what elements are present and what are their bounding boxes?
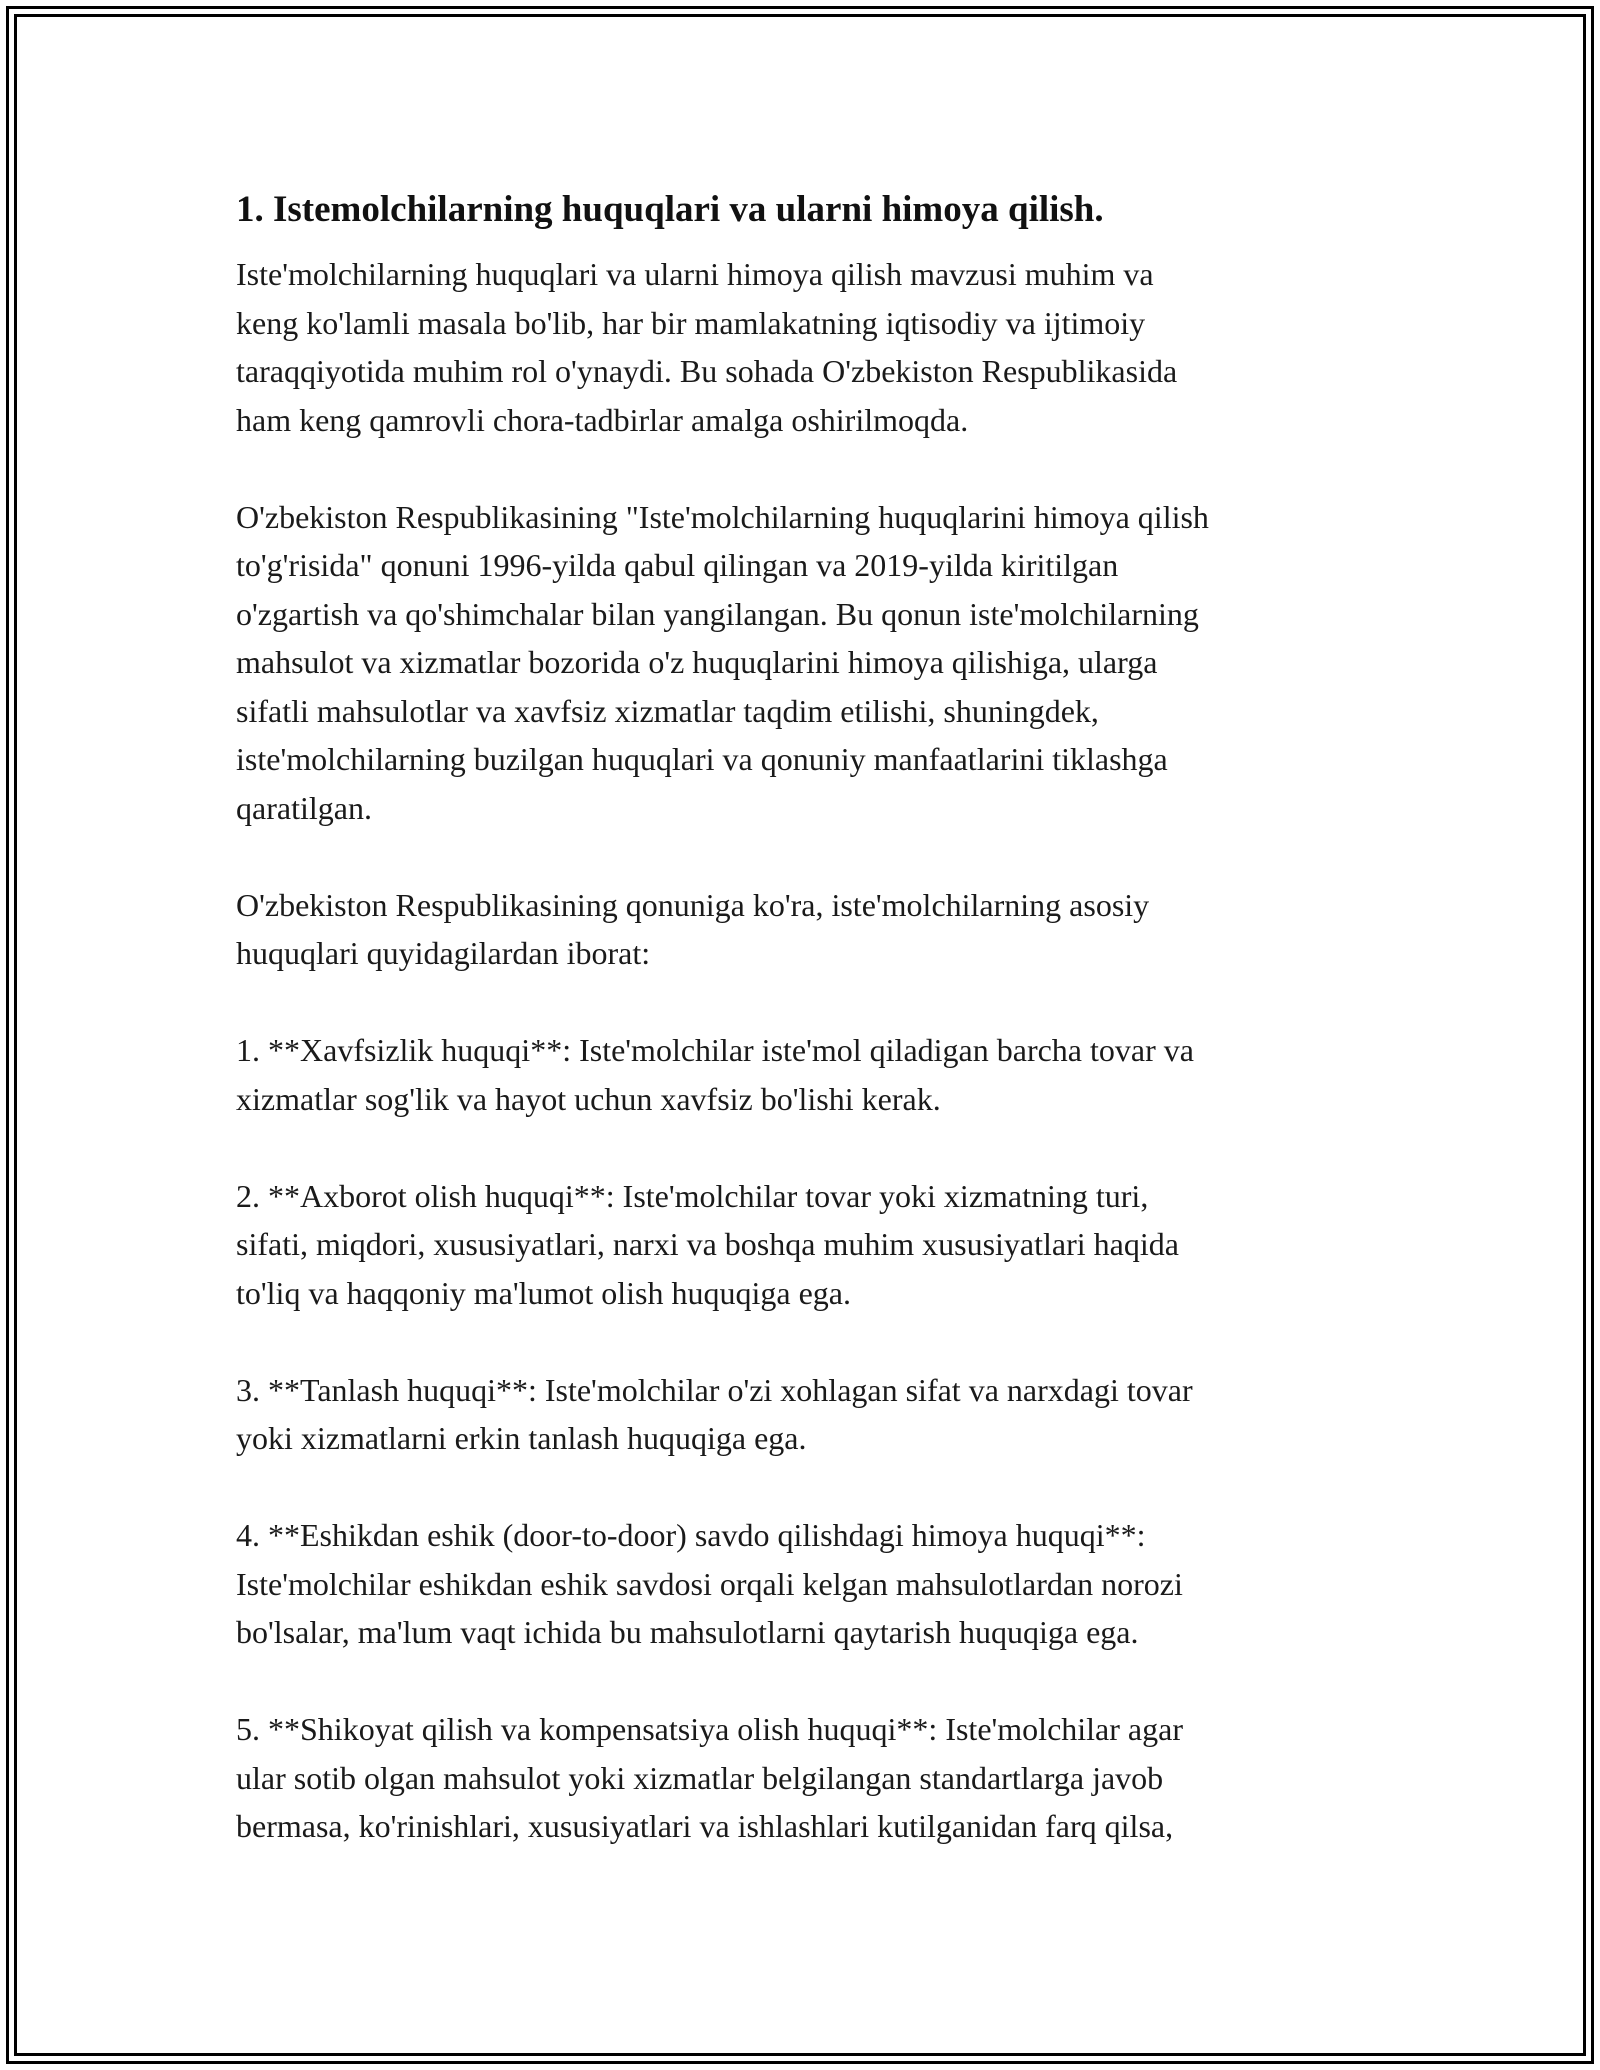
document-body — [236, 186, 1366, 1851]
right-safety-paragraph: 1. **Xavfsizlik huquqi**: Iste'molchilar iste'mol qiladigan barcha tovar va xizmatlar sog'lik va hayot uchun xavfsiz bo'lishi kerak. — [236, 1032, 1194, 1117]
right-choice-paragraph: 3. **Tanlash huquqi**: Iste'molchilar o'zi xohlagan sifat va narxdagi tovar yoki xizmatlarni erkin tanlash huquqiga ega. — [236, 1371, 1193, 1456]
right-information-paragraph: 2. **Axborot olish huquqi**: Iste'molchilar tovar yoki xizmatning turi, sifati, miqdori, xususiyatlari, narxi va boshqa muhim xususiyatlari haqida to'liq va haqqoniy ma'lumot olish huquqiga ega. — [236, 1177, 1179, 1311]
law-paragraph: O'zbekiston Respublikasining "Iste'molchilarning huquqlarini himoya qilish to'g'risida" qonuni 1996-yilda qabul qilingan va 2019-yilda kiritilgan o'zgartish va qo'shimchalar bilan yangilangan. Bu qonun iste'molchilarning mahsulot va xizmatlar bozorida o'z huquqlarini himoya qilishiga, ularga sifatli mahsulotlar va xavfsiz xizmatlar taqdim etilishi, shuningdek, iste'molchilarning buzilgan huquqlari va qonuniy manfaatlarini tiklashga qaratilgan. — [236, 498, 1209, 826]
right-door-to-door-paragraph: 4. **Eshikdan eshik (door-to-door) savdo qilishdagi himoya huquqi**: Iste'molchilar eshikdan eshik savdosi orqali kelgan mahsulotlardan norozi bo'lsalar, ma'lum vaqt ichida bu mahsulotlarni qaytarish huquqiga ega. — [236, 1517, 1183, 1650]
rights-intro-paragraph: O'zbekiston Respublikasining qonuniga ko'ra, iste'molchilarning asosiy huquqlari quyidagilardan iborat: — [236, 886, 1150, 971]
section-heading: 1. Istemolchilarning huquqlari va ularni himoya qilish. — [236, 189, 1104, 230]
right-complaint-paragraph: 5. **Shikoyat qilish va kompensatsiya olish huquqi**: Iste'molchilar agar ular sotib olgan mahsulot yoki xizmatlar belgilangan standartlarga javob bermasa, ko'rinishlari, xususiyatlari va ishlashlari kutilganidan farq qilsa, — [236, 1711, 1183, 1844]
intro-paragraph: Iste'molchilarning huquqlari va ularni himoya qilish mavzusi muhim va keng ko'lamli masala bo'lib, har bir mamlakatning iqtisodiy va ijtimoiy taraqqiyotida muhim rol o'ynaydi. Bu sohada O'zbekiston Respublikasida ham keng qamrovli chora-tadbirlar amalga oshirilmoqda. — [236, 256, 1178, 438]
